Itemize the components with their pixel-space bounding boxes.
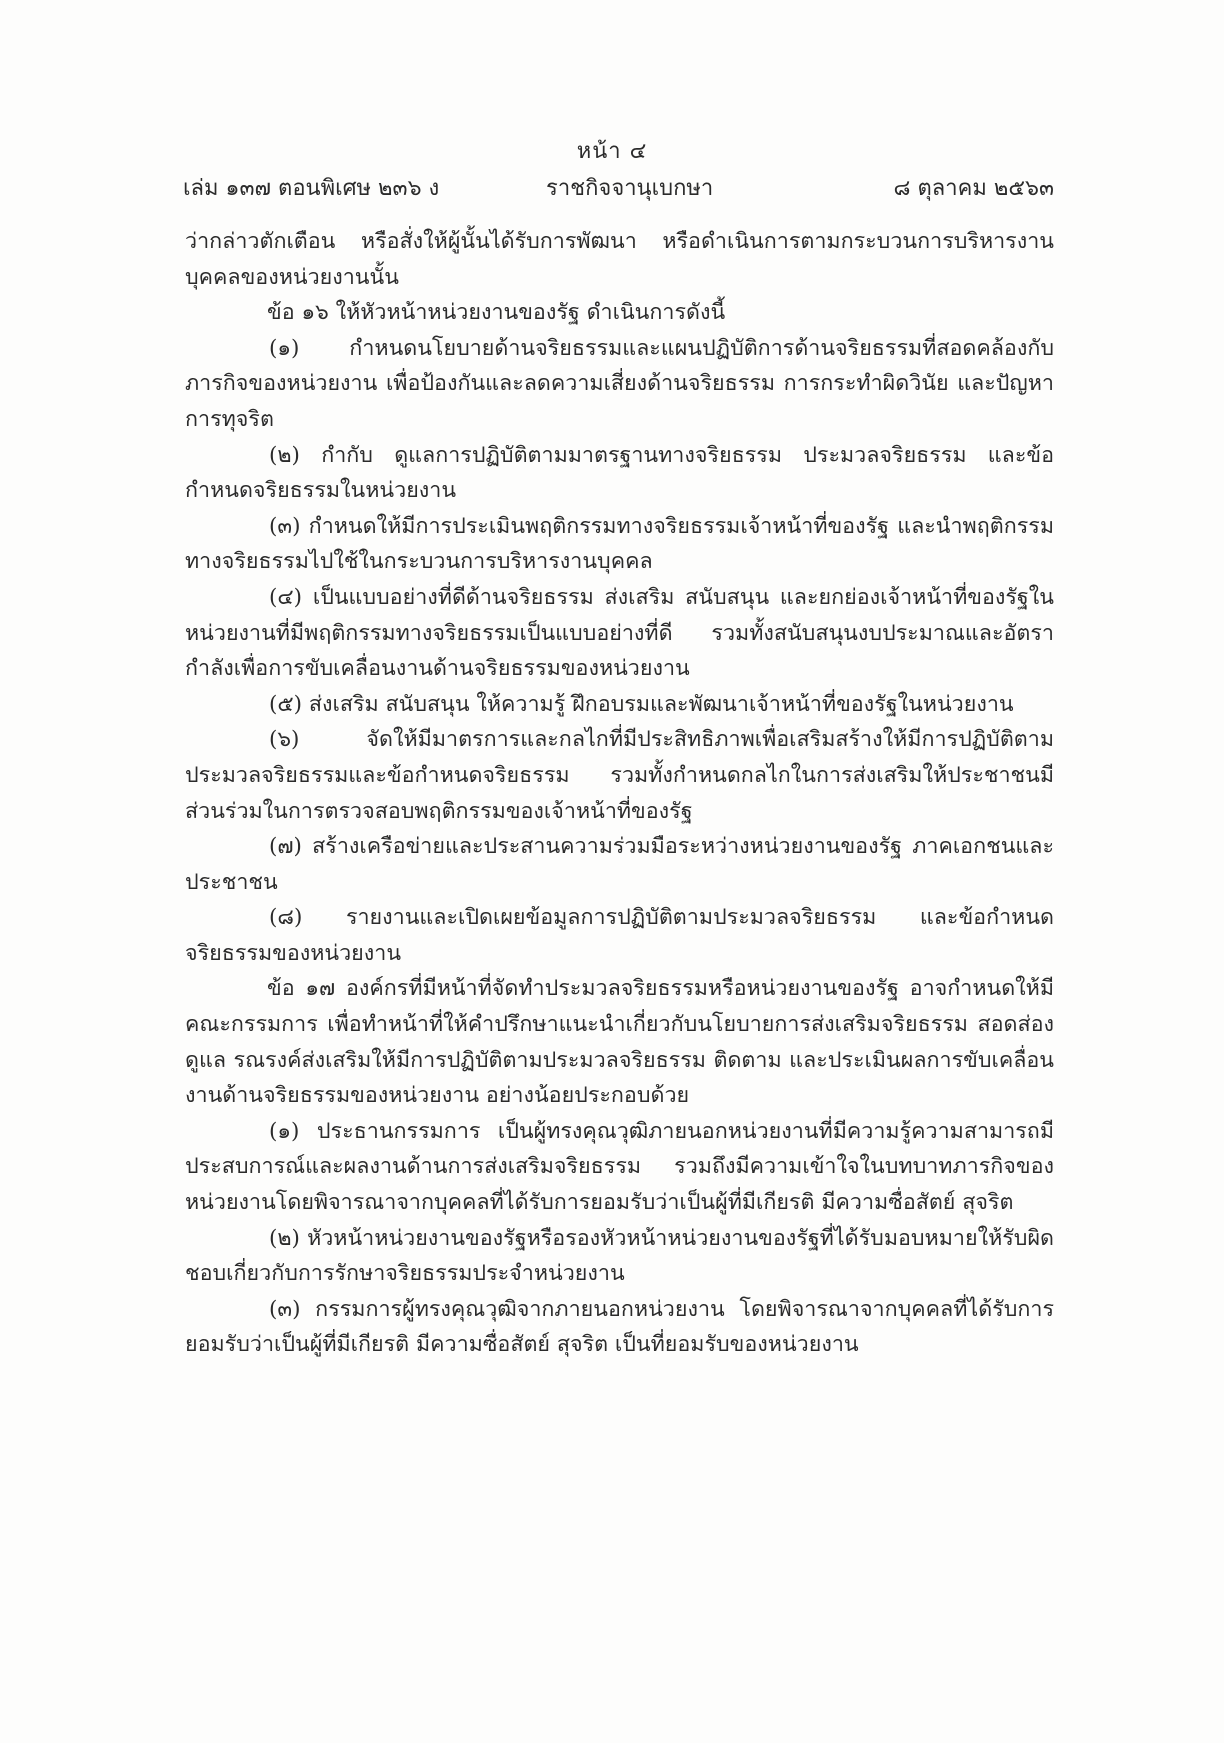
paragraph: ว่ากล่าวตักเตือน หรือสั่งให้ผู้นั้นได้รับการพัฒนา หรือดำเนินการตามกระบวนการบริหารงานบุคคลของหน่วยงานนั้น [185,229,1054,290]
item: (๓) กำหนดให้มีการประเมินพฤติกรรมทางจริยธรรมเจ้าหน้าที่ของรัฐ และนำพฤติกรรมทางจริยธรรมไปใช้ในกระบวนการบริหารงานบุคคล [185,513,1054,575]
item: (๑) ประธานกรรมการ เป็นผู้ทรงคุณวุฒิภายนอกหน่วยงานที่มีความรู้ความสามารถมีประสบการณ์และผลงานด้านการส่งเสริมจริยธรรม รวมถึงมีความเข้าใจในบทบาทภารกิจของหน่วยงานโดยพิจารณาจากบุคคลที่ได้รับการยอมรับว่าเป็นผู้ที่มีเกียรติ มีความซื่อสัตย์ สุจริต [185,1118,1054,1216]
page-number: หน้า ๔ [576,139,648,164]
item: (๒) กำกับ ดูแลการปฏิบัติตามมาตรฐานทางจริยธรรม ประมวลจริยธรรม และข้อกำหนดจริยธรรมในหน่วยงาน [185,442,1054,504]
document-body [185,224,1054,1363]
clause-16: ข้อ ๑๖ ให้หัวหน้าหน่วยงานของรัฐ ดำเนินการดังนี้ [267,300,726,326]
item: (๖) จัดให้มีมาตรการและกลไกที่มีประสิทธิภาพเพื่อเสริมสร้างให้มีการปฏิบัติตามประมวลจริยธรรมและข้อกำหนดจริยธรรม รวมทั้งกำหนดกลไกในการส่งเสริมให้ประชาชนมีส่วนร่วมในการตรวจสอบพฤติกรรมของเจ้าหน้าที่ของรัฐ [185,727,1054,824]
item: (๔) เป็นแบบอย่างที่ดีด้านจริยธรรม ส่งเสริม สนับสนุน และยกย่องเจ้าหน้าที่ของรัฐในหน่วยงานที่มีพฤติกรรมทางจริยธรรมเป็นแบบอย่างที่ดี รวมทั้งสนับสนุนงบประมาณและอัตรากำลังเพื่อการขับเคลื่อนงานด้านจริยธรรมของหน่วยงาน [185,584,1054,682]
item: (๕) ส่งเสริม สนับสนุน ให้ความรู้ ฝึกอบรมและพัฒนาเจ้าหน้าที่ของรัฐในหน่วยงาน [269,691,1014,717]
item: (๑) กำหนดนโยบายด้านจริยธรรมและแผนปฏิบัติการด้านจริยธรรมที่สอดคล้องกับภารกิจของหน่วยงาน เพื่อป้องกันและลดความเสี่ยงด้านจริยธรรม การกระทำผิดวินัย และปัญหาการทุจริต [185,335,1054,432]
item: (๒) หัวหน้าหน่วยงานของรัฐหรือรองหัวหน้าหน่วยงานของรัฐที่ได้รับมอบหมายให้รับผิดชอบเกี่ยวกับการรักษาจริยธรรมประจำหน่วยงาน [185,1225,1054,1287]
gazette-title: ราชกิจจานุเบกษา [546,176,714,201]
volume-info: เล่ม ๑๓๗ ตอนพิเศษ ๒๓๖ ง [183,176,440,201]
publication-date: ๘ ตุลาคม ๒๕๖๓ [893,176,1054,201]
clause-17: ข้อ ๑๗ องค์กรที่มีหน้าที่จัดทำประมวลจริยธรรมหรือหน่วยงานของรัฐ อาจกำหนดให้มีคณะกรรมการ เพื่อทำหน้าที่ให้คำปรึกษาแนะนำเกี่ยวกับนโยบายการส่งเสริมจริยธรรม สอดส่องดูแล รณรงค์ส่งเสริมให้มีการปฏิบัติตามประมวลจริยธรรม ติดตาม และประเมินผลการขับเคลื่อนงานด้านจริยธรรมของหน่วยงาน อย่างน้อยประกอบด้วย [185,976,1054,1109]
item: (๗) สร้างเครือข่ายและประสานความร่วมมือระหว่างหน่วยงานของรัฐ ภาคเอกชนและประชาชน [185,834,1054,895]
item: (๘) รายงานและเปิดเผยข้อมูลการปฏิบัติตามประมวลจริยธรรม และข้อกำหนดจริยธรรมของหน่วยงาน [185,905,1054,966]
item: (๓) กรรมการผู้ทรงคุณวุฒิจากภายนอกหน่วยงาน โดยพิจารณาจากบุคคลที่ได้รับการยอมรับว่าเป็นผู้ที่มีเกียรติ มีความซื่อสัตย์ สุจริต เป็นที่ยอมรับของหน่วยงาน [185,1296,1054,1358]
